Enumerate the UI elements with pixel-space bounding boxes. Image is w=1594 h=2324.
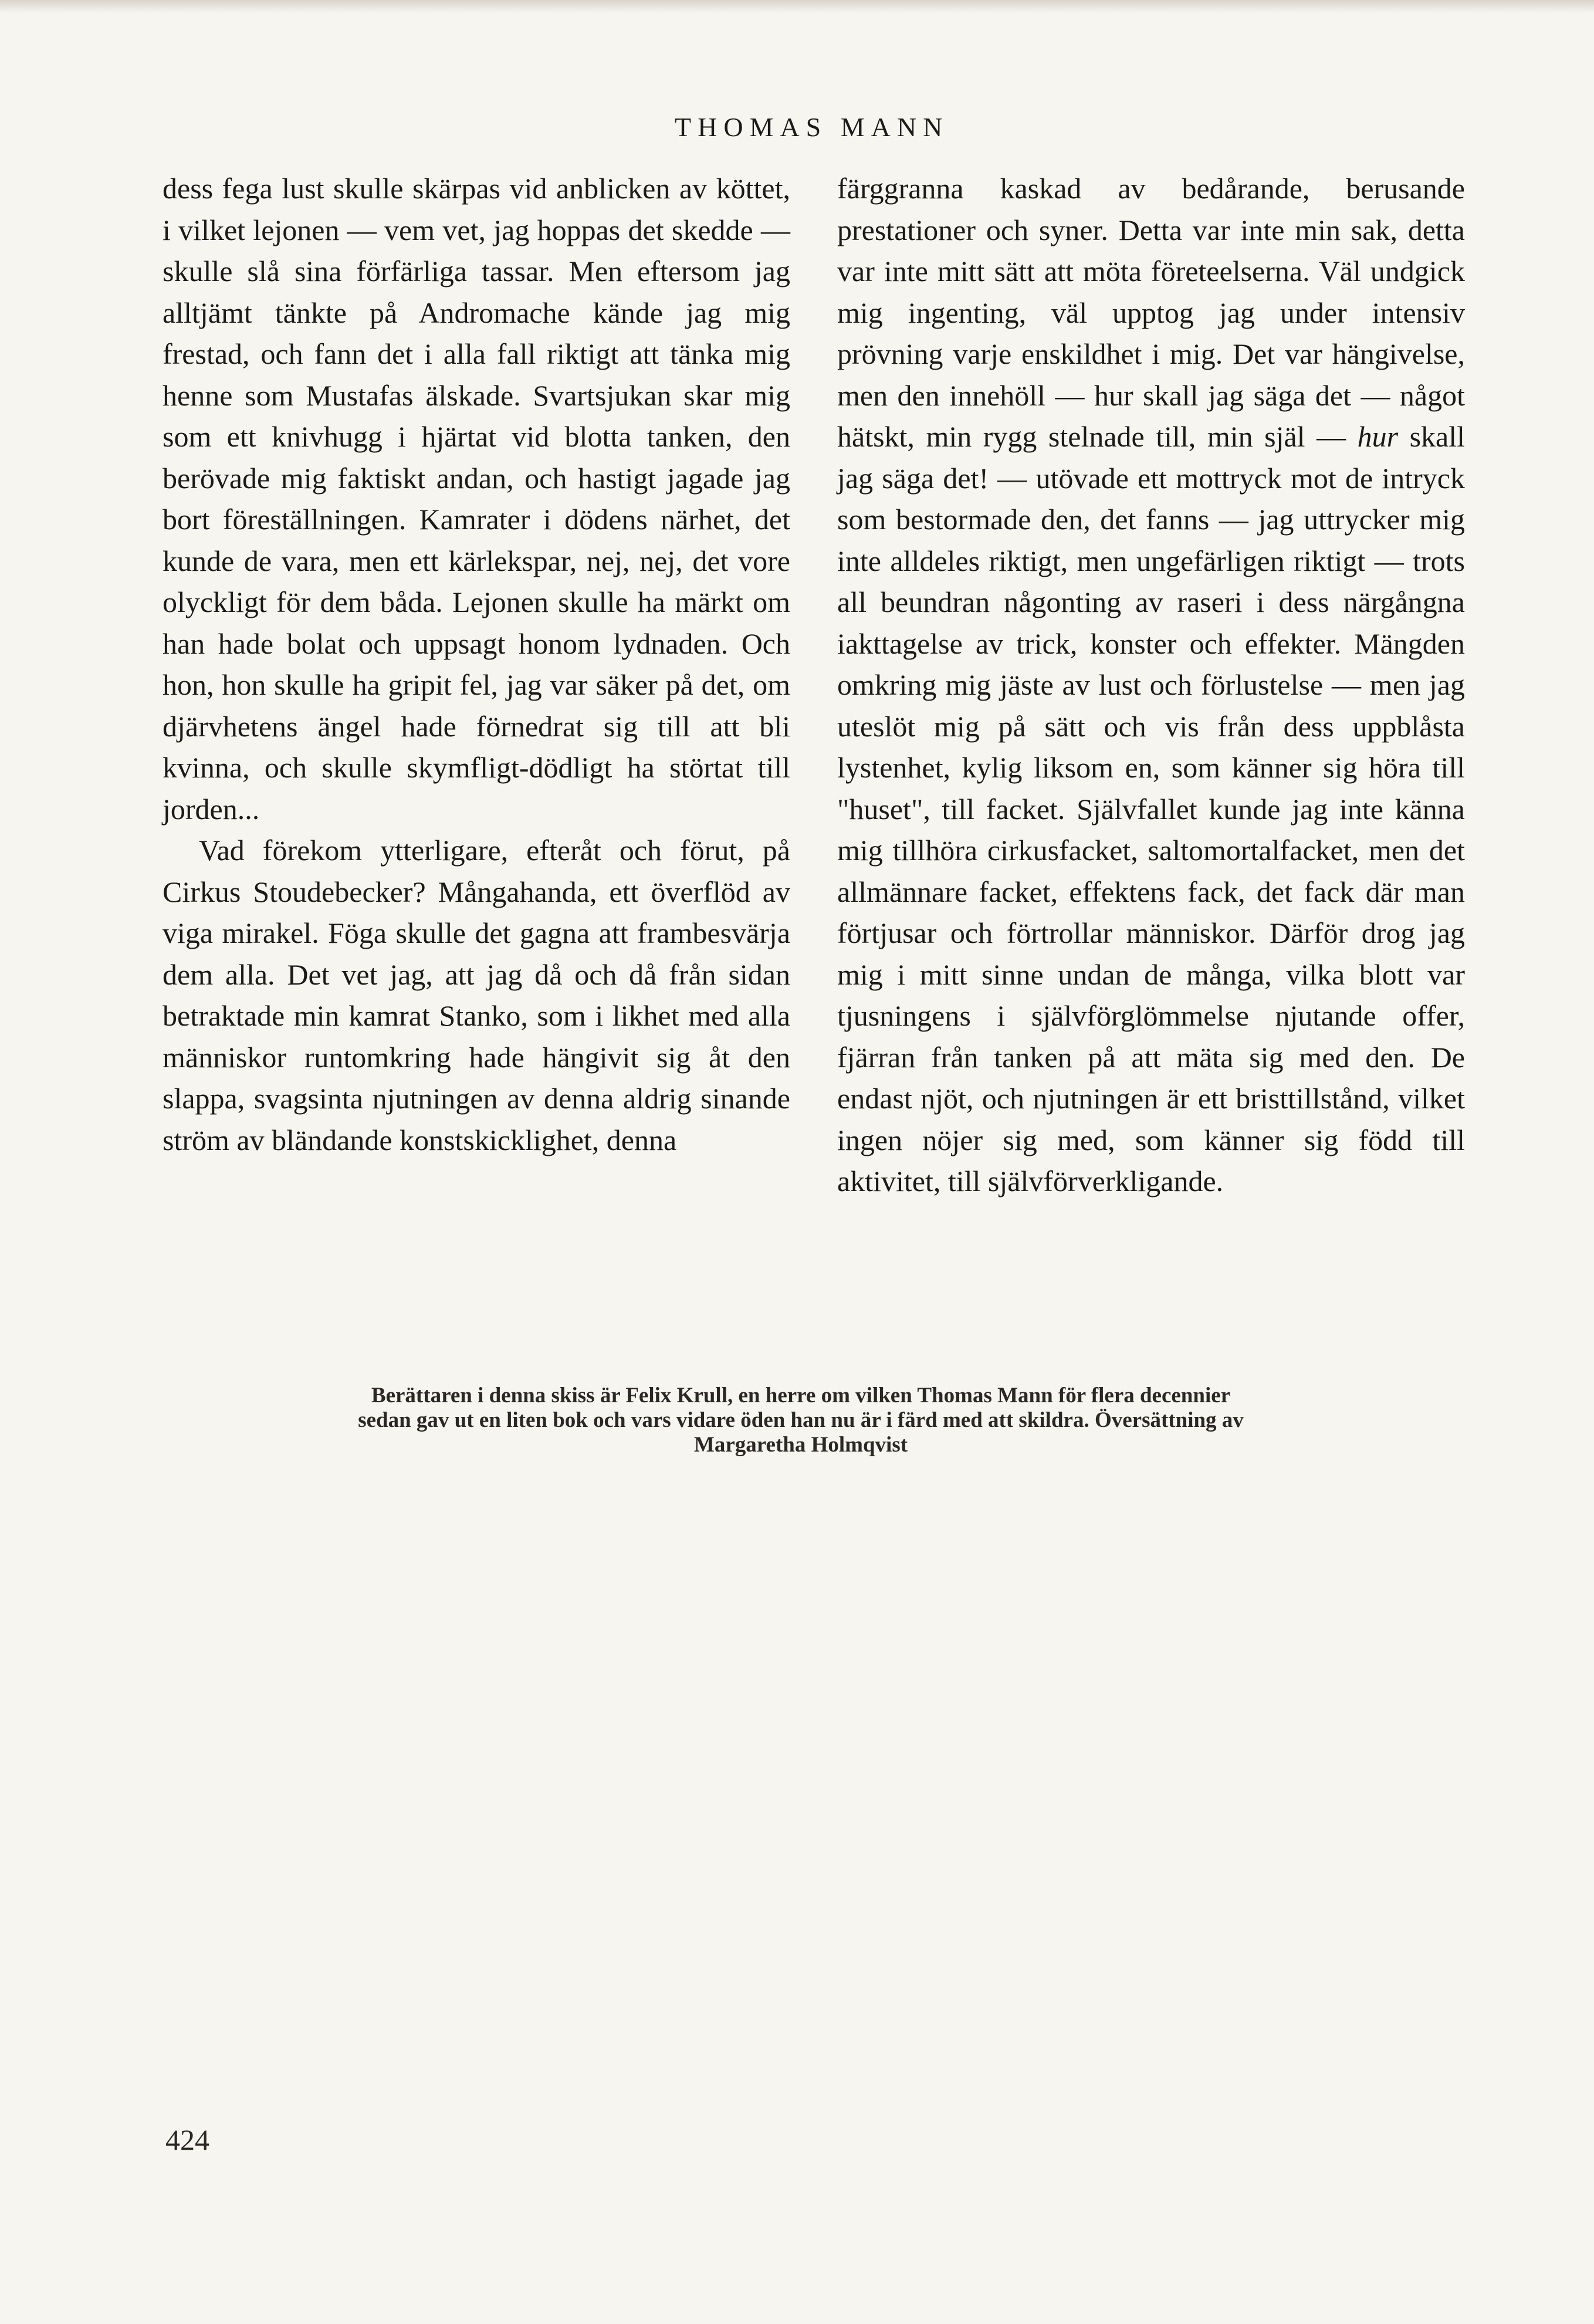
right-paragraph [837,168,1465,1202]
right-column [837,168,1465,1202]
left-column [163,168,790,1161]
left-paragraph-1: dess fega lust skulle skärpas vid anblicken av köttet, i vilket lejonen — vem vet, jag hoppas det skedde — skulle slå sina förfärliga tassar. Men eftersom jag alltjämt tänkte på Andromache kände jag mig frestad, och fann det i alla fall riktigt att tänka mig henne som Mustafas älskade. Svartsjukan skar mig som ett knivhugg i hjärtat vid blotta tanken, den berövade mig faktiskt andan, och hastigt jagade jag bort föreställningen. Kamrater i dödens närhet, det kunde de vara, men ett kärlekspar, nej, nej, det vore olyckligt för dem båda. Lejonen skulle ha märkt om han hade bolat och uppsagt honom lydnaden. Och hon, hon skulle ha gripit fel, jag var säker på det, om djärvhetens ängel hade förnedrat sig till att bli kvinna, och skulle skymfligt-dödligt ha störtat till jorden... [163,172,790,826]
right-italic-word: hur [1357,420,1399,453]
footnote-line-2: sedan gav ut en liten bok och vars vidare öden han nu är i färd med att skildra. Översättning av [358,1408,1244,1432]
running-head: THOMAS MANN [675,112,949,142]
left-paragraph-2: Vad förekom ytterligare, efteråt och förut, på Cirkus Stoudebecker? Mångahanda, ett överflöd av viga mirakel. Föga skulle det gagna att frambesvärja dem alla. Det vet jag, att jag då och då från sidan betraktade min kamrat Stanko, som i likhet med alla människor runtomkring hade hängivit sig åt den slappa, svagsinta njutningen av denna aldrig sinande ström av bländande konstskicklighet, denna [163,834,790,1156]
page-number: 424 [165,2123,209,2156]
page-top-edge [0,0,1594,13]
right-text-before-italic: färggranna kaskad av bedårande, berusande prestationer och syner. Detta var inte min sak, detta var inte mitt sätt att möta företeelserna. Väl undgick mig ingenting, väl upptog jag under intensiv prövning varje enskildhet i mig. Det var hängivelse, men den innehöll — hur skall jag säga det — något hätskt, min rygg stelnade till, min själ — [837,172,1465,453]
footnote-line-1: Berättaren i denna skiss är Felix Krull, en herre om vilken Thomas Mann för flera decennier [371,1383,1231,1408]
translator-footnote [199,1383,1402,1457]
footnote-line-3: Margaretha Holmqvist [693,1433,908,1457]
right-text-after-italic: skall jag säga det! — utövade ett mottryck mot de intryck som bestormade den, det fanns — jag uttrycker mig inte alldeles riktigt, men ungefärligen riktigt — trots all beundran någonting av raseri i dess närgångna iakttagelse av trick, konster och effekter. Mängden omkring mig jäste av lust och förlustelse — men jag uteslöt mig på sätt och vis från dess uppblåsta lystenhet, kylig liksom en, som känner sig höra till "huset", till facket. Självfallet kunde jag inte känna mig tillhöra cirkusfacket, saltomortalfacket, men det allmännare facket, effektens fack, det fack där man förtjusar och förtrollar människor. Därför drog jag mig i mitt sinne undan de många, vilka blott var tjusningens i självförglömmelse njutande offer, fjärran från tanken på att mäta sig med den. De endast njöt, och njutningen är ett bristtillstånd, vilket ingen nöjer sig med, som känner sig född till aktivitet, till självförverkligande. [837,420,1466,1197]
